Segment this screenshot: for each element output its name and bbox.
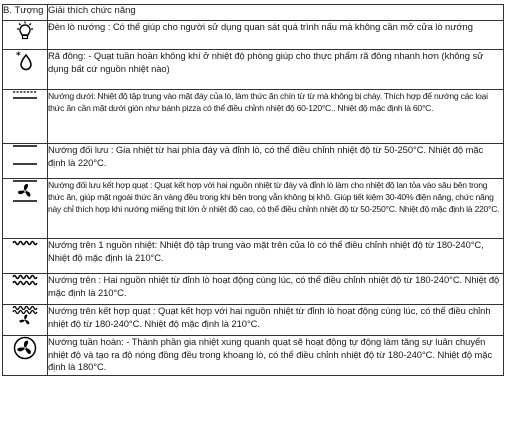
header-description: Giải thích chức năng: [48, 5, 504, 21]
description-cell: Rã đông: - Quạt tuần hoàn không khí ở nhiệt độ phòng giúp cho thực phẩm rã đông nhanh hơn (không sử dụng bất cứ nguồn nhiệt nào): [48, 50, 504, 90]
table-row: [3, 239, 504, 274]
circulation-fan-icon: [13, 336, 37, 360]
description-cell: Nướng tuần hoàn: - Thành phần gia nhiệt xung quanh quạt sẽ hoạt động tự động làm tăng sự luân chuyển nhiệt độ và tạo ra độ nóng đồng đều trong khoang lò, có thể điều chỉnh nhiệt độ từ 180-240°C. Nhiệt độ mặc định là 180°C.: [48, 336, 504, 376]
oven-function-table-container: [2, 4, 504, 420]
table-row: [3, 336, 504, 376]
table-row: [3, 144, 504, 179]
icon-cell: [3, 90, 48, 144]
icon-cell: [3, 21, 48, 50]
header-symbol: B. Tượng: [3, 5, 48, 21]
fan-bottom-top-heat-icon: [12, 179, 38, 203]
lamp-icon: [14, 21, 36, 43]
icon-cell: [3, 179, 48, 239]
fan-grill-icon: [12, 305, 38, 327]
bottom-heat-icon: [12, 90, 38, 100]
table-row: [3, 50, 504, 90]
table-row: [3, 305, 504, 336]
description-cell: Nướng trên : Hai nguồn nhiệt từ đỉnh lò hoạt động cùng lúc, có thể điều chỉnh nhiệt độ từ 180-240°C. Nhiệt độ mặc định là 210°C.: [48, 274, 504, 305]
top-bottom-heat-icon: [12, 144, 38, 166]
table-header-row: [3, 5, 504, 21]
table-row: [3, 90, 504, 144]
description-cell: Nướng trên kết hợp quạt : Quạt kết hợp với hai nguồn nhiệt từ đỉnh lò hoạt động cùng lúc, có thể điều chỉnh nhiệt độ từ 180-240°C. Nhiệt độ mặc định là 210°C.: [48, 305, 504, 336]
description-cell: Nướng đối lưu kết hợp quạt : Quạt kết hợp với hai nguồn nhiệt từ đáy và đỉnh lò làm cho nhiệt độ lan tỏa vào sâu bên trong thức ăn, giúp mặt ngoài thức ăn vàng đều trong khi bên trong vẫn không bị khô. Giúp tiết kiệm 30-40% điện năng, chức năng này chỉ thích hợp khi nướng miếng thịt lớn ở nhiệt độ cao, có thể điều chỉnh nhiệt độ từ 50-250°C. Nhiệt độ mặc định là 220°C.: [48, 179, 504, 239]
table-row: [3, 21, 504, 50]
table-row: [3, 179, 504, 239]
svg-text:*: *: [16, 51, 21, 61]
double-grill-icon: [12, 274, 38, 286]
description-cell: Nướng trên 1 nguồn nhiệt: Nhiệt độ tập trung vào mặt trên của lò có thể điều chỉnh nhiệt độ từ 180-240°C, Nhiệt độ mặc định là 210°C.: [48, 239, 504, 274]
description-cell: Nướng đối lưu : Gia nhiệt từ hai phía đáy và đỉnh lò, có thể điều chỉnh nhiệt độ từ 50-250°C. Nhiệt độ mặc định là 220°C.: [48, 144, 504, 179]
icon-cell: [3, 336, 48, 376]
icon-cell: [3, 305, 48, 336]
icon-cell: [3, 50, 48, 90]
table-row: [3, 274, 504, 305]
icon-cell: [3, 274, 48, 305]
top-grill-icon: [12, 239, 38, 247]
defrost-icon: [14, 50, 36, 72]
icon-cell: [3, 239, 48, 274]
icon-cell: [3, 144, 48, 179]
description-cell: Đèn lò nướng : Có thể giúp cho người sử dụng quan sát quá trình nấu mà không cần mở cửa lò nướng: [48, 21, 504, 50]
description-cell: Nướng dưới: Nhiệt độ tập trung vào mặt đáy của lò, làm thức ăn chín từ từ mà không bị cháy. Thích hợp để nướng các loại thức ăn cần mặt dưới giòn như bánh pizza có thể điều chỉnh nhiệt độ 60-120°C.. Nhiệt độ mặc định là 60°C.: [48, 90, 504, 144]
oven-function-table: [2, 4, 504, 376]
